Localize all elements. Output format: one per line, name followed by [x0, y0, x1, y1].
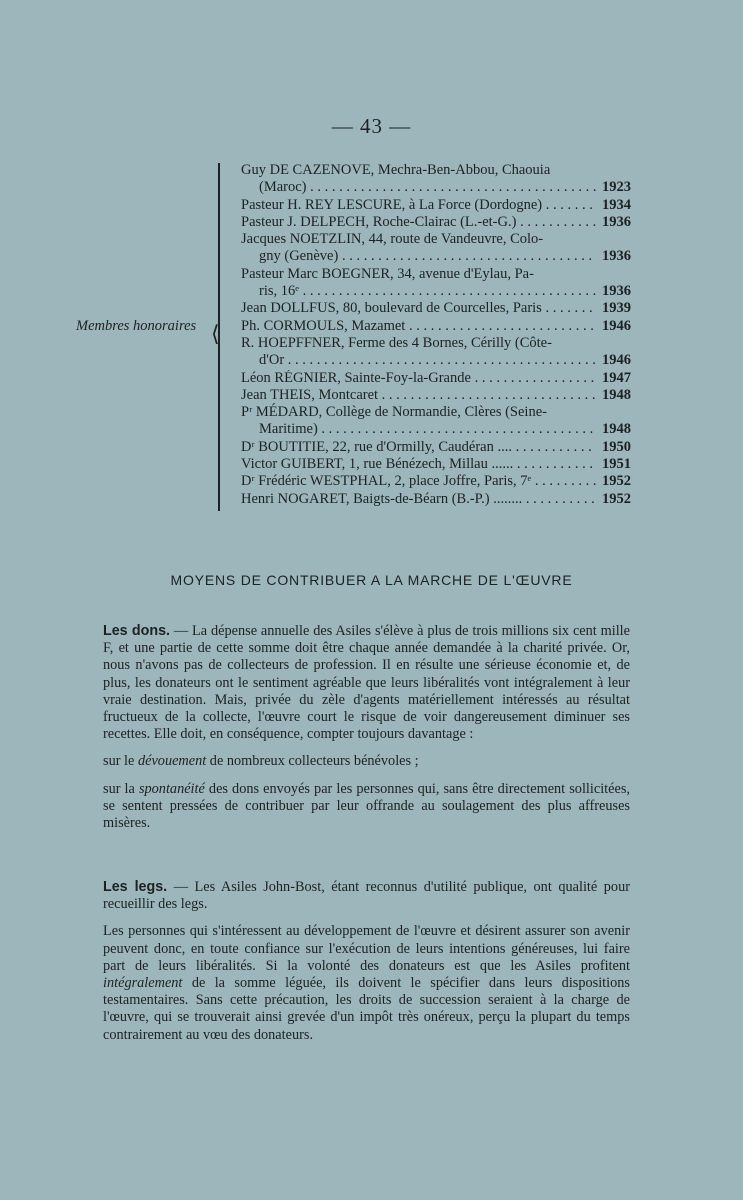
member-text: Pʳ MÉDARD, Collège de Normandie, Clères (Seine- — [241, 404, 547, 421]
member-text: Guy DE CAZENOVE, Mechra-Ben-Abbou, Chaouia — [241, 162, 551, 178]
member-entry — [241, 318, 631, 335]
legs-section — [103, 879, 630, 1054]
member-entry — [241, 473, 631, 490]
dons-spontaneite — [103, 781, 630, 833]
member-entry — [241, 387, 631, 404]
text-run: de nombreux collecteurs bénévoles ; — [206, 753, 419, 770]
member-text: gny (Genève) . . . — [259, 248, 596, 265]
members-list — [241, 162, 631, 508]
member-entry — [241, 456, 631, 473]
member-text: Léon RÉGNIER, Sainte-Foy-la-Grande . . . — [241, 370, 596, 387]
member-year: 1947 — [602, 369, 631, 386]
member-line — [241, 283, 631, 300]
member-line — [241, 214, 631, 231]
member-text: Pasteur J. DELPECH, Roche-Clairac (L.-et-G.) . . . — [241, 214, 596, 231]
brace-point-icon: ⟨ — [211, 321, 220, 346]
legs-conditions — [103, 923, 630, 1043]
text-run: Les personnes qui s'intéressent au développement de l'œuvre et désirent assurer son avenir peuvent donc, en toute confiance sur l'exécution de leurs intentions généreuses, lui faire part de leurs libéralités. Si la volonté des donateurs est que les Asiles profitent — [103, 923, 630, 974]
member-line — [241, 248, 631, 265]
member-text: Dʳ Frédéric WESTPHAL, 2, place Joffre, Paris, 7ᵉ . . . — [241, 473, 596, 490]
member-text: Henri NOGARET, Baigts-de-Béarn (B.-P.) ........ . . . — [241, 491, 596, 508]
member-entry — [241, 439, 631, 456]
member-year: 1939 — [602, 300, 631, 317]
member-text: Jean THEIS, Montcaret . . . — [241, 387, 596, 404]
member-text: ris, 16ᵉ . . . — [259, 283, 596, 300]
member-text: Pasteur Marc BOEGNER, 34, avenue d'Eylau, Pa- — [241, 265, 534, 282]
member-text: Jacques NOETZLIN, 44, route de Vandeuvre, Colo- — [241, 231, 544, 248]
member-line — [241, 421, 631, 438]
member-line — [241, 179, 631, 196]
emphasis: intégralement — [103, 975, 183, 992]
emphasis: spontanéité — [138, 780, 205, 797]
dons-text: — La dépense annuelle des Asiles s'élève à plus de trois millions six cent mille F, et une partie de cette somme doit être chaque année demandée à la charité privée. Or, nous n'avons pas de collecteurs de profession. Il en résulte une sérieuse économie et, de plus, les donateurs ont le sentiment agréable que leurs libéralités vont intégralement à leur vraie destination. Mais, privée du zèle d'agents matériellement intéressés au résultat fructueux de la collecte, l'œuvre court le risque de voir dangereusement diminuer ses recettes. Elle doit, en conséquence, compter toujours davantage : — [103, 623, 631, 743]
member-entry — [241, 162, 631, 197]
member-year: 1946 — [602, 317, 631, 334]
members-label: Membres honoraires — [76, 318, 197, 334]
member-text: (Maroc) . . . — [259, 179, 596, 196]
member-year: 1950 — [602, 438, 631, 455]
member-entry — [241, 335, 631, 370]
member-year: 1951 — [602, 456, 631, 473]
member-year: 1936 — [602, 283, 631, 300]
member-entry — [241, 214, 631, 231]
brace-bracket — [211, 163, 226, 511]
member-text: Jean DOLLFUS, 80, boulevard de Courcelles, Paris . . . — [241, 300, 596, 317]
legs-heading: Les legs. — [103, 879, 168, 895]
member-line — [241, 473, 631, 490]
text-run: des dons envoyés par les personnes qui, sans être directement sollicitées, se sentent pressées de contribuer par leur offrande au soulagement des plus affreuses misères. — [103, 780, 630, 832]
legs-paragraph — [103, 879, 630, 913]
dons-section — [103, 623, 630, 842]
member-year: 1952 — [602, 490, 631, 507]
member-text: Maritime) . . . — [259, 421, 596, 438]
member-entry — [241, 300, 631, 317]
member-entry — [241, 231, 631, 266]
member-text: R. HOEPFFNER, Ferme des 4 Bornes, Cérilly (Côte- — [241, 334, 552, 351]
member-year: 1923 — [602, 179, 631, 196]
member-entry — [241, 404, 631, 439]
dons-paragraph — [103, 623, 630, 743]
member-line — [241, 300, 631, 317]
member-year: 1936 — [602, 213, 631, 230]
text-run: de la somme léguée, ils doivent le spécifier dans leurs dispositions testamentaires. Sans cette précaution, les droits de succession seraient à la charge de l'œuvre, qui se trouverait ainsi grevée d'un impôt très onéreux, perçu la plupart du temps contrairement au vœu des donateurs. — [103, 975, 630, 1043]
member-text: d'Or . . . — [259, 352, 596, 369]
section-title: MOYENS DE CONTRIBUER A LA MARCHE DE L'ŒUVRE — [170, 572, 573, 588]
member-year: 1946 — [602, 352, 631, 369]
member-text: Pasteur H. REY LESCURE, à La Force (Dordogne) . . . — [241, 197, 596, 214]
member-year: 1952 — [602, 473, 631, 490]
member-text: Victor GUIBERT, 1, rue Bénézech, Millau ...... . . . — [241, 456, 596, 473]
member-line — [241, 491, 631, 508]
member-year: 1948 — [602, 386, 631, 403]
member-entry — [241, 197, 631, 214]
member-year: 1936 — [602, 248, 631, 265]
page-number: — 43 — — [331, 114, 412, 138]
member-text: Dʳ BOUTITIE, 22, rue d'Ormilly, Caudéran .... . . . — [241, 439, 596, 456]
member-entry — [241, 370, 631, 387]
member-entry — [241, 266, 631, 301]
dons-heading: Les dons. — [103, 623, 171, 639]
member-line — [241, 387, 631, 404]
dons-devouement — [103, 753, 630, 770]
member-line — [241, 439, 631, 456]
member-year: 1948 — [602, 421, 631, 438]
member-line — [241, 456, 631, 473]
member-line — [241, 318, 631, 335]
member-line — [241, 197, 631, 214]
text-run: sur le — [103, 753, 138, 770]
member-entry — [241, 491, 631, 508]
emphasis: dévouement — [137, 753, 207, 770]
text-run: sur la — [103, 780, 139, 797]
member-line — [241, 352, 631, 369]
member-line — [241, 370, 631, 387]
legs-text: — Les Asiles John-Bost, étant reconnus d'utilité publique, ont qualité pour recueillir des legs. — [103, 879, 630, 913]
member-year: 1934 — [602, 196, 631, 213]
member-text: Ph. CORMOULS, Mazamet . . . — [241, 318, 596, 335]
